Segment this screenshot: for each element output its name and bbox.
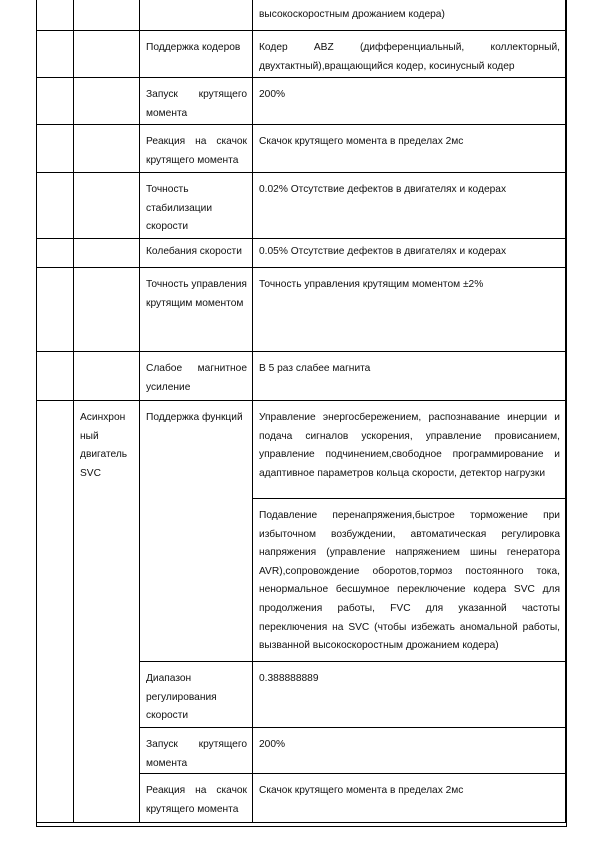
param-cell: Точность управления крутящим моментом: [140, 268, 253, 352]
category-cell-empty: [37, 78, 74, 125]
table-row: [37, 173, 566, 239]
value-cell: В 5 раз слабее магнита: [253, 352, 566, 401]
value-cell: Кодер ABZ (дифференциальный, коллекторный, двухтактный),вращающийся кодер, косинусный кодер: [253, 31, 566, 78]
category-cell-empty: [74, 173, 140, 239]
param-cell: Запуск крутящего момента: [140, 78, 253, 125]
table-row: [37, 401, 566, 499]
param-cell: Реакция на скачок крутящего момента: [140, 125, 253, 173]
value-cell: 200%: [253, 728, 566, 774]
value-cell: Управление энергосбережением, распознавание инерции и подача сигналов ускорения, управление провисанием, управление подчинением,свободное программирование и адаптивное параметров кольца скорости, детектор нагрузки: [253, 401, 566, 499]
category-cell-empty: [74, 78, 140, 125]
param-cell: Поддержка кодеров: [140, 31, 253, 78]
value-cell: 0.388888889: [253, 662, 566, 728]
param-cell: Реакция на скачок крутящего момента: [140, 774, 253, 823]
param-cell: Диапазон регулирования скорости: [140, 662, 253, 728]
table-row: [37, 78, 566, 125]
table-row: [37, 0, 566, 31]
table-row: [37, 31, 566, 78]
table-row: [37, 352, 566, 401]
table-row: [37, 125, 566, 173]
param-cell: Колебания скорости: [140, 239, 253, 268]
value-cell: 200%: [253, 78, 566, 125]
value-cell: высокоскоростным дрожанием кодера): [253, 0, 566, 31]
value-cell: Подавление перенапряжения,быстрое торможение при избыточном возбуждении, автоматическая регулировка напряжения (управление напряжением шины генератора AVR),сопровождение оборотов,тормоз постоянного тока, ненормальное бесшумное переключение кодера SVC для продолжения работы, FVC для указанной частоты переключения на SVC (чтобы избежать аномальной работы, вызванной высокоскоростным дрожанием кодера): [253, 499, 566, 662]
category-cell-empty: [37, 31, 74, 78]
category-cell-empty: [37, 268, 74, 352]
value-cell: 0.05% Отсутствие дефектов в двигателях и кодерах: [253, 239, 566, 268]
category-cell-empty: [37, 125, 74, 173]
param-cell: Слабое магнитное усиление: [140, 352, 253, 401]
category-cell-empty: [37, 173, 74, 239]
param-cell: Точность стабилизации скорости: [140, 173, 253, 239]
category-cell-empty: [74, 125, 140, 173]
param-cell: Поддержка функций: [140, 401, 253, 662]
table-row: [37, 239, 566, 268]
spec-table: [36, 0, 566, 823]
table-row: [37, 268, 566, 352]
value-cell: Точность управления крутящим моментом ±2%: [253, 268, 566, 352]
category-cell-empty: [74, 239, 140, 268]
category-label: Асинхрон ный двигатель SVC: [74, 401, 140, 823]
category-cell-empty: [74, 268, 140, 352]
category-cell-empty: [37, 401, 74, 823]
category-cell-empty: [37, 239, 74, 268]
category-cell-empty: [74, 352, 140, 401]
param-cell: Запуск крутящего момента: [140, 728, 253, 774]
param-cell: [140, 0, 253, 31]
value-cell: 0.02% Отсутствие дефектов в двигателях и кодерах: [253, 173, 566, 239]
category-cell-empty: [37, 0, 74, 31]
category-cell-empty: [37, 352, 74, 401]
value-cell: Скачок крутящего момента в пределах 2мс: [253, 125, 566, 173]
category-cell-empty: [74, 0, 140, 31]
category-cell-empty: [74, 31, 140, 78]
value-cell: Скачок крутящего момента в пределах 2мс: [253, 774, 566, 823]
